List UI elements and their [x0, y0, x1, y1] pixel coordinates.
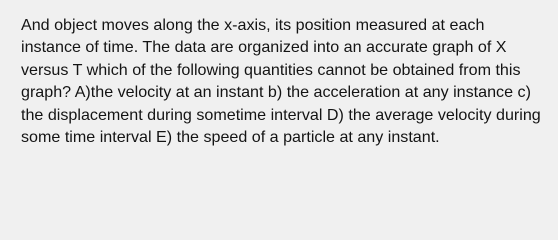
question-text: And object moves along the x-axis, its position measured at each instance of time. The data are organized into an accurate graph of X versus T which of the following quantities cannot be obtained from this graph? A)the velocity at an instant b) the acceleration at any instance c) the displacement during sometime interval D) the average velocity during some time interval E) the speed of a particle at any instant. [21, 16, 541, 147]
